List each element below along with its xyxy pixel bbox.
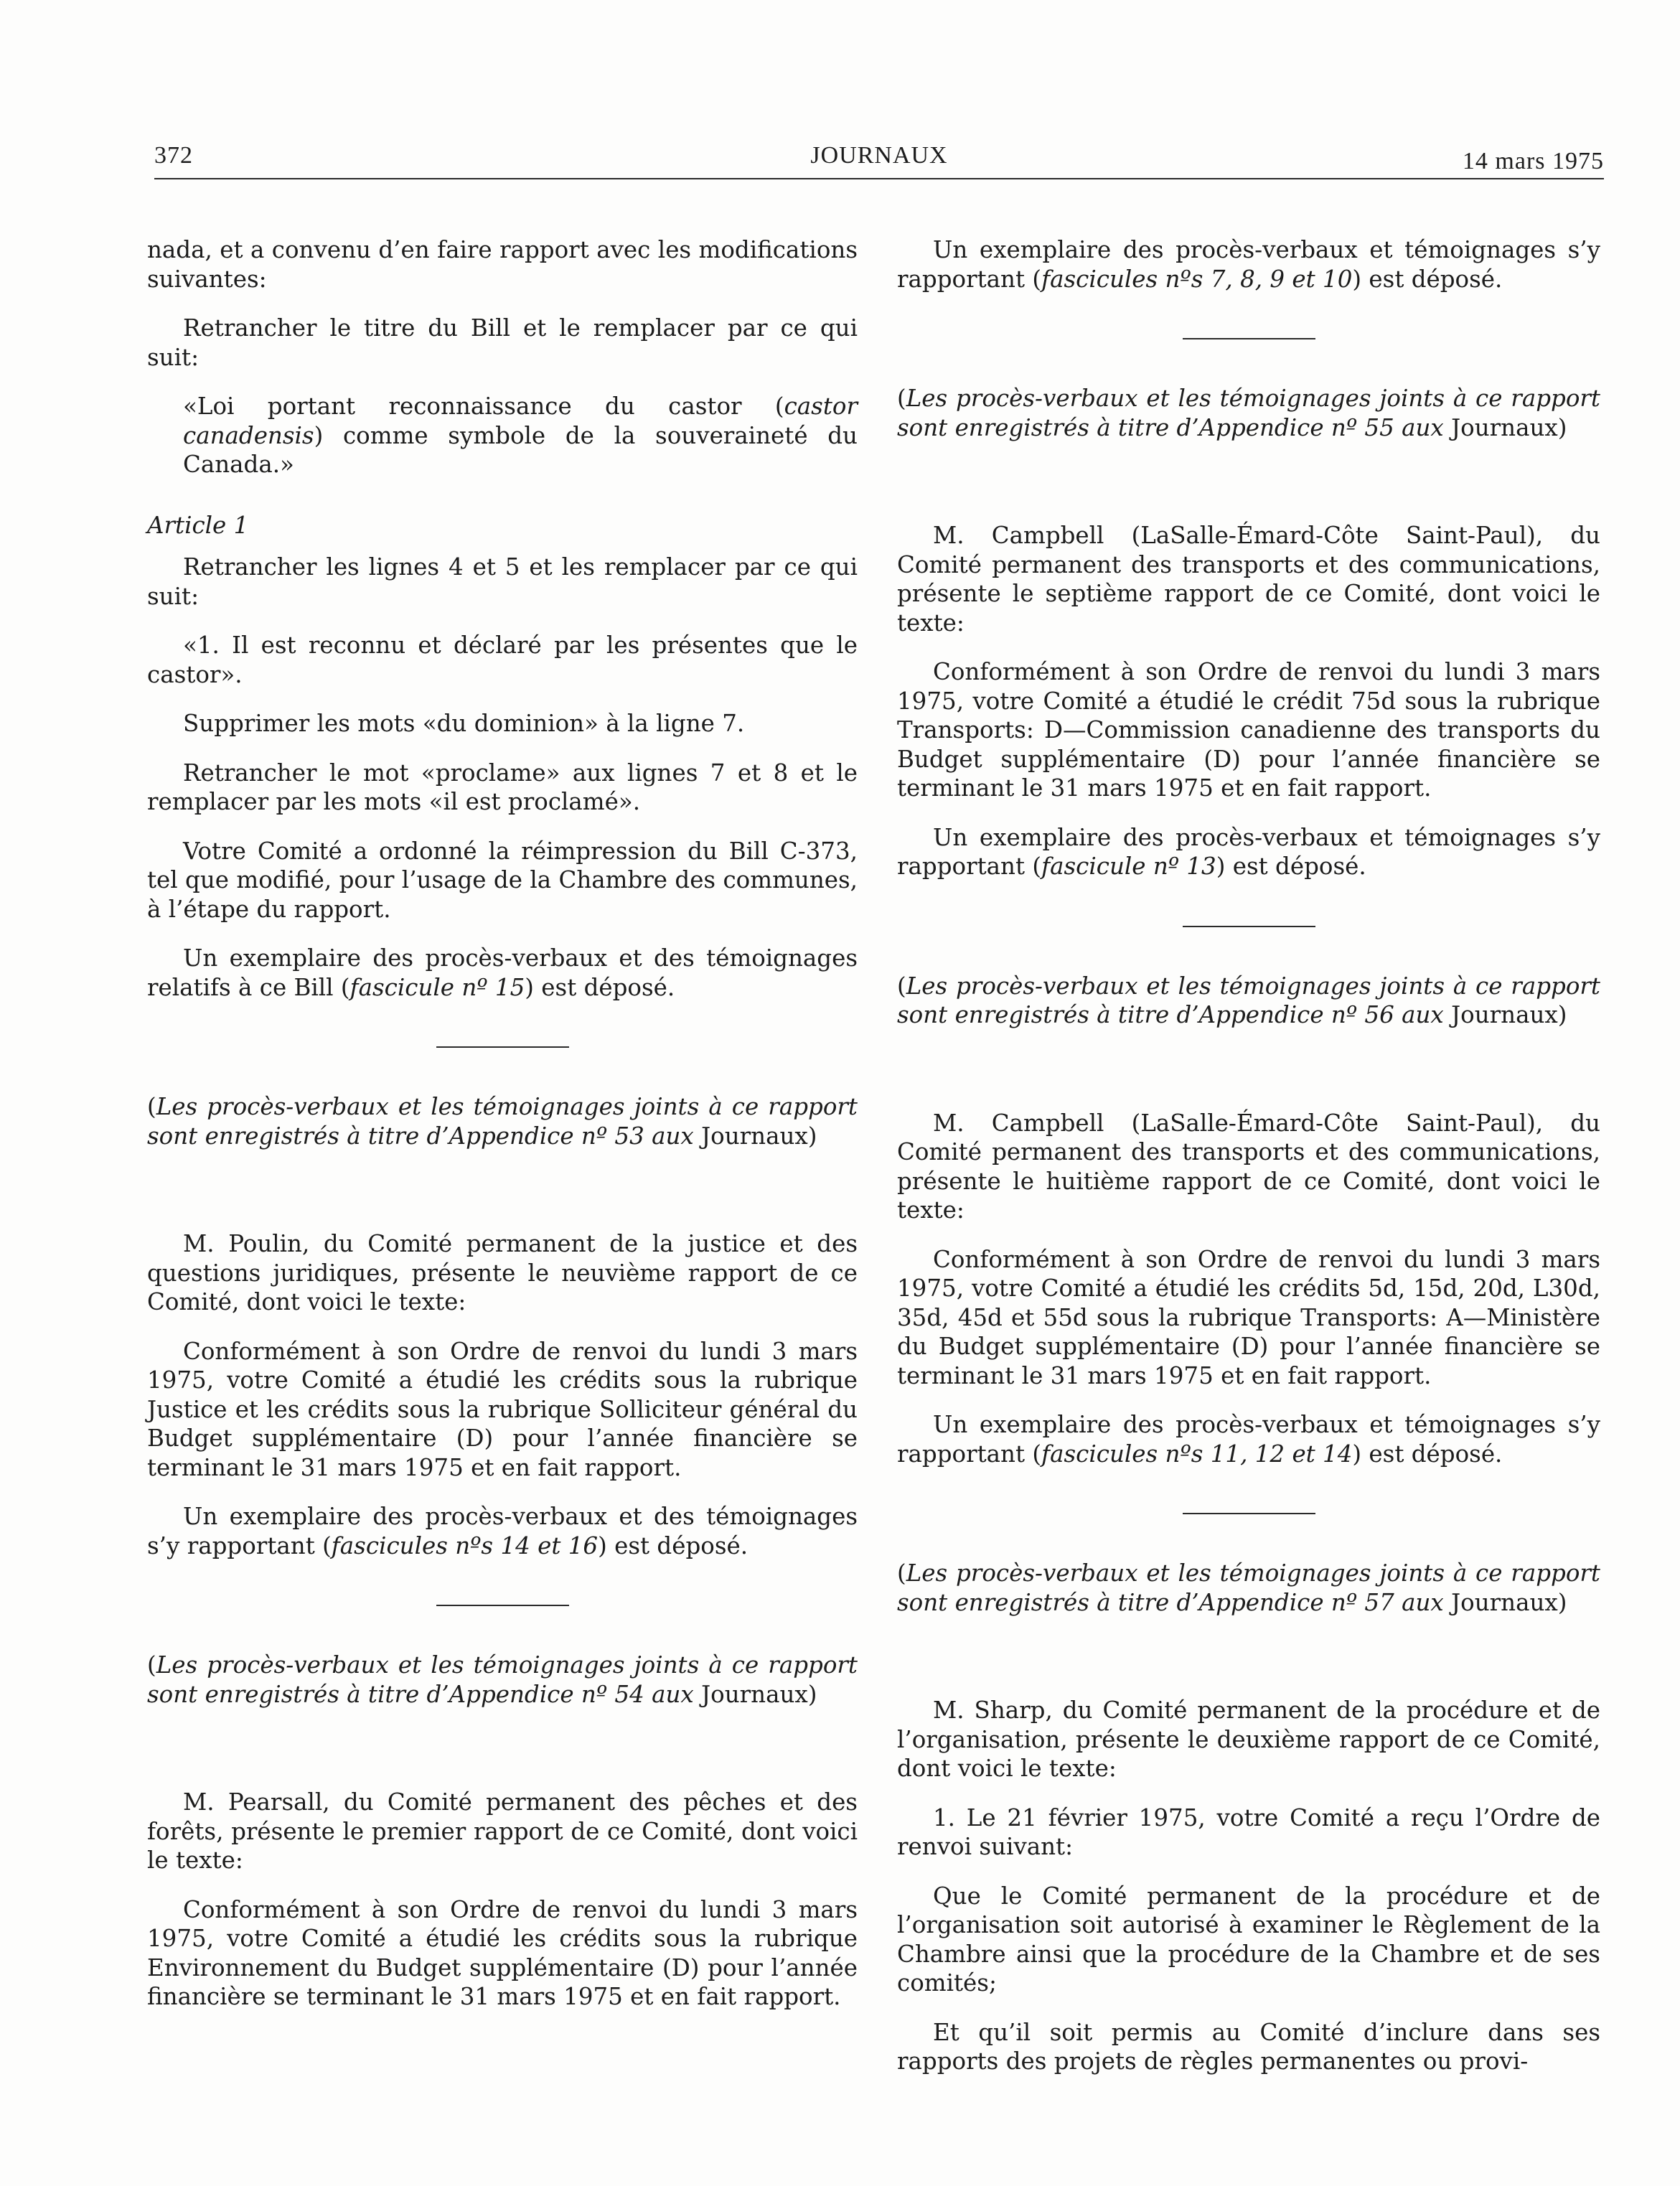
- paragraph: Et qu’il soit permis au Comité d’inclure dans ses rapports des projets de règles permanentes ou provi-: [897, 2018, 1600, 2075]
- appendix-note: (Les procès-verbaux et les témoignages joints à ce rapport sont enregistrés à titre d’Appendice nº 56 aux Journaux): [897, 972, 1600, 1028]
- page-number: 372: [154, 142, 193, 169]
- page-date: 14 mars 1975: [1462, 148, 1604, 174]
- paragraph: Supprimer les mots «du dominion» à la ligne 7.: [183, 710, 745, 737]
- section-divider: [1183, 1513, 1315, 1514]
- paragraph: M. Pearsall, du Comité permanent des pêches et des forêts, présente le premier rapport de ce Comité, dont voici le texte:: [147, 1788, 858, 1874]
- paragraph: nada, et a convenu d’en faire rapport avec les modifications suivantes:: [147, 236, 858, 293]
- paragraph: Conformément à son Ordre de renvoi du lundi 3 mars 1975, votre Comité a étudié les crédits sous la rubrique Justice et les crédits sous la rubrique Solliciteur général du Budget supplémentaire (D) pour l’année financière se terminant le 31 mars 1975 et en fait rapport.: [147, 1337, 858, 1481]
- right-column: [897, 235, 1600, 2096]
- paragraph: Un exemplaire des procès-verbaux et témoignages s’y rapportant (fascicule nº 13) est déposé.: [897, 823, 1600, 880]
- paragraph: Conformément à son Ordre de renvoi du lundi 3 mars 1975, votre Comité a étudié les crédits 5d, 15d, 20d, L30d, 35d, 45d et 55d sous la rubrique Transports: A—Ministère du Budget supplémentaire (D) pour l’année financière se terminant le 31 mars 1975 et en fait rapport.: [897, 1245, 1600, 1389]
- appendix-note: (Les procès-verbaux et les témoignages joints à ce rapport sont enregistrés à titre d’Appendice nº 53 aux Journaux): [147, 1093, 858, 1150]
- section-divider: [436, 1046, 569, 1048]
- paragraph: M. Campbell (LaSalle-Émard-Côte Saint-Paul), du Comité permanent des transports et des communications, présente le huitième rapport de ce Comité, dont voici le texte:: [897, 1109, 1600, 1224]
- article-heading: Article 1: [147, 511, 249, 539]
- paragraph: «1. Il est reconnu et déclaré par les présentes que le castor».: [147, 632, 858, 688]
- section-divider: [1183, 926, 1315, 927]
- paragraph: M. Poulin, du Comité permanent de la justice et des questions juridiques, présente le neuvième rapport de ce Comité, dont voici le texte:: [147, 1230, 858, 1315]
- paragraph: Votre Comité a ordonné la réimpression du Bill C-373, tel que modifié, pour l’usage de la Chambre des communes, à l’étape du rapport.: [147, 837, 858, 923]
- paragraph: Un exemplaire des procès-verbaux et des témoignages s’y rapportant (fascicules nºs 14 et 16) est déposé.: [147, 1503, 858, 1559]
- paragraph: Retrancher les lignes 4 et 5 et les remplacer par ce qui suit:: [147, 553, 858, 610]
- paragraph: Un exemplaire des procès-verbaux et témoignages s’y rapportant (fascicules nºs 11, 12 et 14) est déposé.: [897, 1411, 1600, 1468]
- section-divider: [436, 1605, 569, 1606]
- running-title: JOURNAUX: [810, 142, 948, 169]
- paragraph: Conformément à son Ordre de renvoi du lundi 3 mars 1975, votre Comité a étudié les crédits sous la rubrique Environnement du Budget supplémentaire (D) pour l’année financière se terminant le 31 mars 1975 et en fait rapport.: [147, 1895, 858, 2010]
- paragraph: Retrancher le mot «proclame» aux lignes 7 et 8 et le remplacer par les mots «il est proclamé».: [147, 759, 858, 815]
- paragraph: «Loi portant reconnaissance du castor (castor canadensis) comme symbole de la souveraineté du Canada.»: [183, 393, 858, 478]
- paragraph: Retrancher le titre du Bill et le remplacer par ce qui suit:: [147, 314, 858, 371]
- paragraph: M. Campbell (LaSalle-Émard-Côte Saint-Paul), du Comité permanent des transports et des communications, présente le septième rapport de ce Comité, dont voici le texte:: [897, 522, 1600, 637]
- paragraph: Un exemplaire des procès-verbaux et témoignages s’y rapportant (fascicules nºs 7, 8, 9 et 10) est déposé.: [897, 236, 1600, 293]
- paragraph: Conformément à son Ordre de renvoi du lundi 3 mars 1975, votre Comité a étudié le crédit 75d sous la rubrique Transports: D—Commission canadienne des transports du Budget supplémentaire (D) pour l’année financière se terminant le 31 mars 1975 et en fait rapport.: [897, 658, 1600, 802]
- appendix-note: (Les procès-verbaux et les témoignages joints à ce rapport sont enregistrés à titre d’Appendice nº 57 aux Journaux): [897, 1559, 1600, 1616]
- paragraph: M. Sharp, du Comité permanent de la procédure et de l’organisation, présente le deuxième rapport de ce Comité, dont voici le texte:: [897, 1697, 1600, 1782]
- left-column: [147, 235, 858, 2032]
- paragraph: 1. Le 21 février 1975, votre Comité a reçu l’Ordre de renvoi suivant:: [897, 1803, 1600, 1860]
- paragraph: Que le Comité permanent de la procédure et de l’organisation soit autorisé à examiner le Règlement de la Chambre ainsi que la procédure de la Chambre et de ses comités;: [897, 1882, 1600, 1997]
- page-header: [154, 142, 1604, 179]
- appendix-note: (Les procès-verbaux et les témoignages joints à ce rapport sont enregistrés à titre d’Appendice nº 54 aux Journaux): [147, 1651, 858, 1708]
- paragraph: Un exemplaire des procès-verbaux et des témoignages relatifs à ce Bill (fascicule nº 15) est déposé.: [147, 944, 858, 1001]
- appendix-note: (Les procès-verbaux et les témoignages joints à ce rapport sont enregistrés à titre d’Appendice nº 55 aux Journaux): [897, 385, 1600, 441]
- section-divider: [1183, 338, 1315, 339]
